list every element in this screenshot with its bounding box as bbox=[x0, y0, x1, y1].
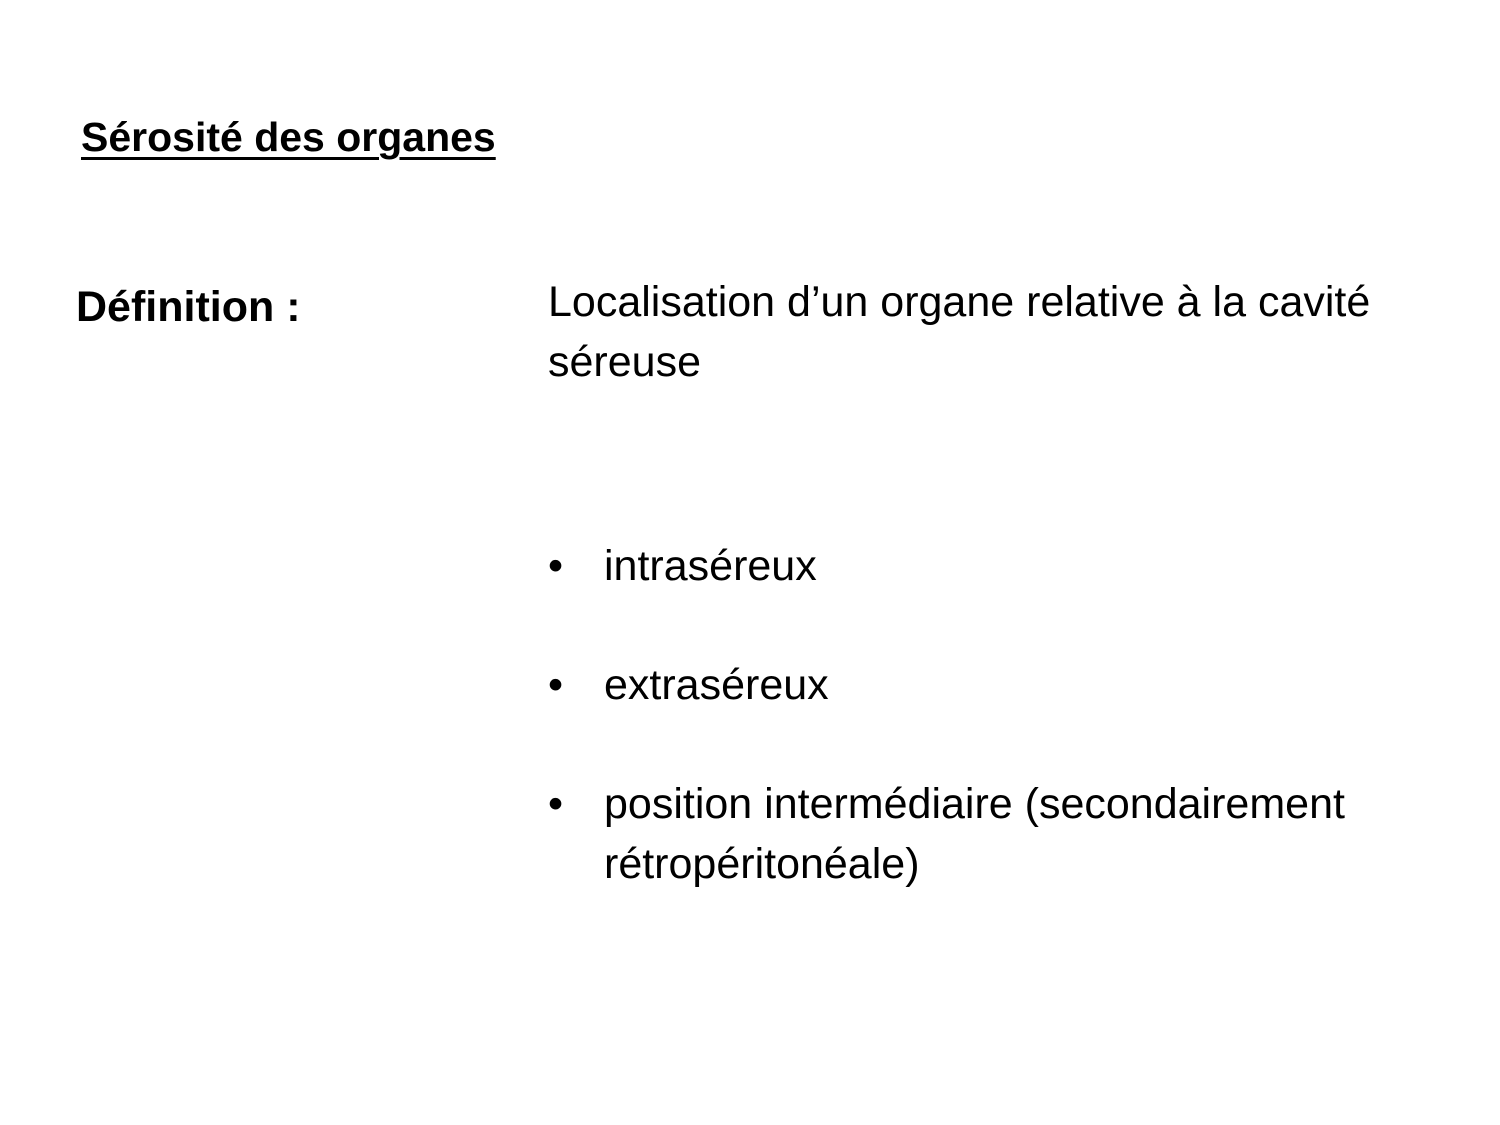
bullet-text: intraséreux bbox=[604, 542, 817, 590]
definition-text: Localisation d’un organe relative à la cavité séreuse bbox=[548, 278, 1371, 386]
bullet-icon: • bbox=[548, 542, 564, 590]
bullet-icon: • bbox=[548, 780, 564, 828]
bullet-text: position intermédiaire (secondairement rétropéritonéale) bbox=[604, 780, 1345, 888]
bullet-text: extraséreux bbox=[604, 661, 829, 709]
definition-label: Définition : bbox=[76, 283, 301, 331]
bullet-item-position-intermediaire bbox=[548, 774, 1448, 894]
slide-title: Sérosité des organes bbox=[81, 114, 496, 160]
bullet-item-intrasereux bbox=[548, 536, 1448, 596]
bullet-list bbox=[548, 536, 1448, 894]
bullet-icon: • bbox=[548, 661, 564, 709]
bullet-item-extrasereux bbox=[548, 655, 1448, 715]
